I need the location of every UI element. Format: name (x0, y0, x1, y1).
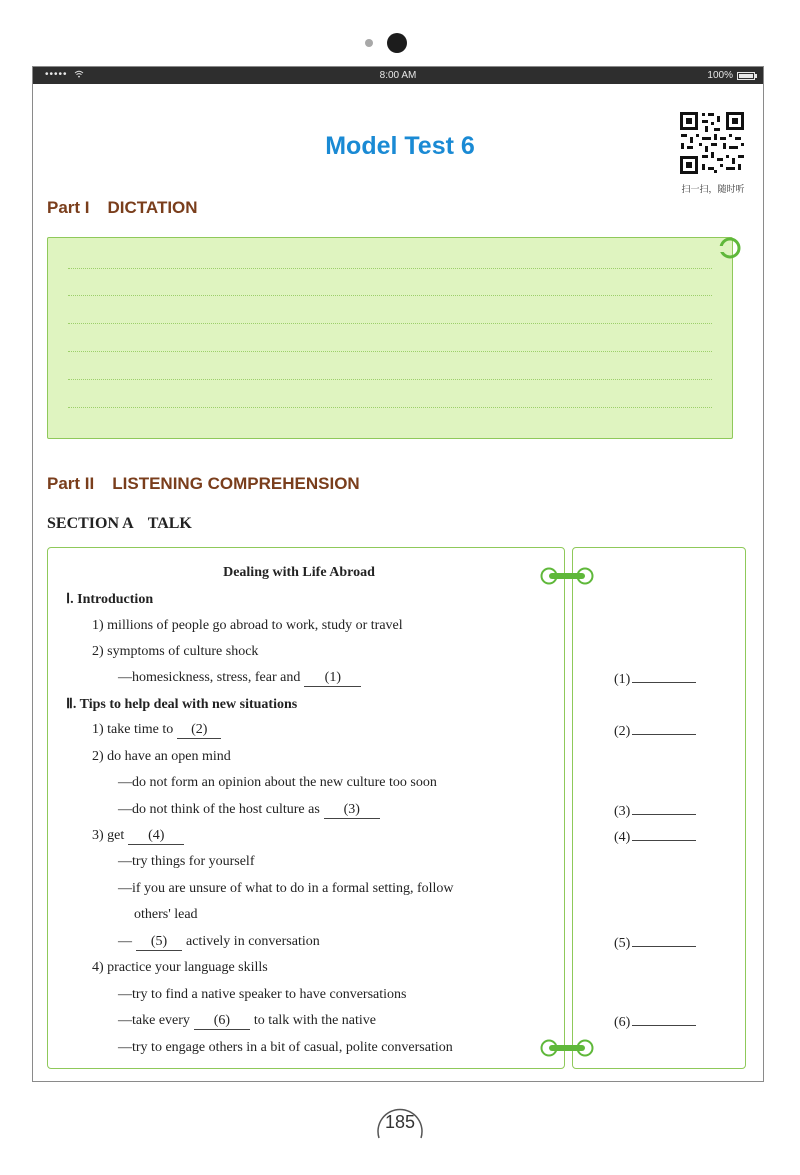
outline-text: —do not think of the host culture as (118, 802, 320, 817)
outline-item (92, 828, 188, 845)
page-title: Model Test 6 (325, 132, 475, 160)
outline-item (92, 722, 225, 739)
outline-text: to talk with the native (253, 1013, 377, 1028)
part-1-number: Part I (47, 198, 90, 217)
answer-slot-6[interactable] (614, 1013, 696, 1031)
answer-line (632, 934, 696, 947)
qr-caption: 扫一扫，随时听 (681, 184, 745, 194)
outline-subitem (118, 934, 320, 951)
blank-5[interactable]: (5) (136, 934, 182, 951)
answer-line (632, 802, 696, 815)
outline-subitem: —try to find a native speaker to have conversations (118, 987, 407, 1002)
status-bar (33, 67, 763, 84)
battery-percent: 100% (707, 70, 733, 81)
qr-code[interactable] (678, 110, 746, 176)
outline-text: 3) get (92, 828, 125, 843)
blank-2[interactable]: (2) (177, 722, 221, 739)
answer-label: (4) (614, 830, 631, 845)
outline-subitem: —if you are unsure of what to do in a formal setting, follow (118, 881, 454, 896)
battery-level (739, 74, 753, 78)
outline-text: 1) take time to (92, 722, 174, 737)
outline-subitem: —try to engage others in a bit of casual, polite conversation (118, 1040, 453, 1055)
camera-lens (387, 33, 407, 53)
answer-line (632, 670, 696, 683)
outline-item: 4) practice your language skills (92, 960, 268, 975)
outline-item: 2) symptoms of culture shock (92, 644, 259, 659)
answer-line (632, 722, 696, 735)
answer-slot-1[interactable] (614, 670, 696, 688)
camera-sensor (365, 39, 373, 47)
page-number-badge (373, 1098, 427, 1152)
part-1-heading (47, 198, 198, 218)
outline-subitem: —try things for yourself (118, 854, 255, 869)
outline-text: — (118, 934, 132, 949)
part-2-number: Part II (47, 474, 95, 493)
answer-slot-3[interactable] (614, 802, 696, 820)
outline-title: Dealing with Life Abroad (223, 565, 375, 580)
outline-item: 1) millions of people go abroad to work, study or travel (92, 618, 403, 633)
answer-line (632, 1013, 696, 1026)
section-a-heading (47, 515, 192, 533)
writing-line (68, 379, 712, 380)
outline-text: actively in conversation (186, 934, 320, 949)
part-2-label: LISTENING COMPREHENSION (112, 474, 360, 493)
section-label: SECTION A (47, 515, 134, 532)
outline-text: —homesickness, stress, fear and (118, 670, 301, 685)
page-number: 185 (384, 1112, 416, 1132)
answer-label: (2) (614, 724, 631, 739)
clip-connector-icon (539, 1038, 595, 1058)
signal-dots: ••••• (45, 69, 68, 80)
outline-subitem (118, 670, 365, 687)
dictation-writing-area[interactable] (47, 237, 733, 439)
answer-slot-2[interactable] (614, 722, 696, 740)
section-sub-label: TALK (147, 515, 192, 532)
part-1-label: DICTATION (107, 198, 198, 217)
answer-slot-5[interactable] (614, 934, 696, 952)
answer-label: (5) (614, 936, 631, 951)
outline-item: 2) do have an open mind (92, 749, 231, 764)
outline-heading-1: Ⅰ. Introduction (66, 592, 154, 607)
battery-icon (737, 72, 755, 80)
blank-6[interactable]: (6) (194, 1013, 250, 1030)
answer-label: (3) (614, 804, 631, 819)
outline-subitem: others' lead (134, 907, 198, 922)
outline-subitem: —do not form an opinion about the new culture too soon (118, 775, 437, 790)
outline-subitem (118, 802, 384, 819)
writing-line (68, 295, 712, 296)
binder-ring-icon (718, 236, 742, 260)
outline-text: —take every (118, 1013, 190, 1028)
blank-1[interactable]: (1) (304, 670, 361, 687)
blank-4[interactable]: (4) (128, 828, 184, 845)
blank-3[interactable]: (3) (324, 802, 380, 819)
clock: 8:00 AM (379, 70, 417, 81)
answer-label: (6) (614, 1015, 631, 1030)
writing-line (68, 351, 712, 352)
outline-heading-2: Ⅱ. Tips to help deal with new situations (66, 697, 298, 712)
writing-line (68, 323, 712, 324)
answer-line (632, 828, 696, 841)
writing-line (68, 268, 712, 269)
part-2-heading (47, 474, 360, 494)
battery-indicator (707, 70, 755, 81)
outline-subitem (118, 1013, 376, 1030)
answer-label: (1) (614, 672, 631, 687)
writing-line (68, 407, 712, 408)
answer-slot-4[interactable] (614, 828, 696, 846)
